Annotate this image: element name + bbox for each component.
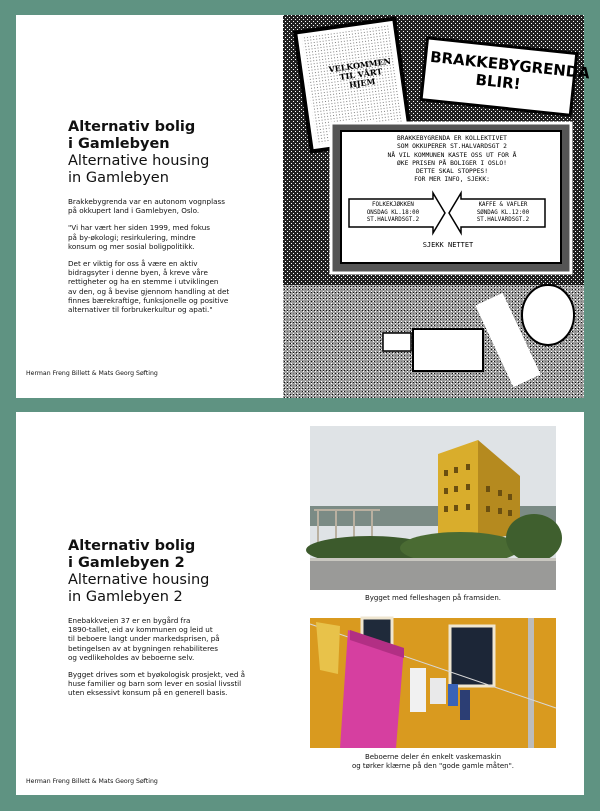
caption-top: Bygget med felleshagen på framsiden. bbox=[364, 594, 502, 602]
body-paragraph-3: Det er viktig for oss å være en aktiv bidragsyter i denne byen, å kreve våre rettigheter og ha en stemme i utviklingen av den, og å bevise gjennom handling at det finnes bærekraftige, funksjonelle og positive alternativer til forbrukerkultur og apati." bbox=[68, 259, 230, 315]
sign-main-text: BRAKKEBYGRENDA ER KOLLEKTIVET SOM OKKUPERER ST.HALVARDSGT 2 NÅ VIL KOMMUNEN KASTE OSS UT FOR Å ØKE PRISEN PÅ BOLIGER I OSLO! DETTE SKAL STOPPES! FOR MER INFO, SJEKK: bbox=[387, 135, 517, 184]
protest-sign-collage bbox=[283, 15, 591, 398]
body-paragraph-1: Brakkebygrenda var en autonom vognplass på okkupert land i Gamlebyen, Oslo. bbox=[68, 197, 225, 216]
author-credit: Herman Freng Billett & Mats Georg Søfting bbox=[26, 778, 158, 785]
page-spread-1 bbox=[16, 15, 591, 398]
building-garden-photo bbox=[310, 426, 556, 590]
welcome-sign-text: VELKOMMEN TIL VÅRT HJEM bbox=[327, 55, 392, 90]
caption-bottom: Beboerne deler én enkelt vaskemaskin og tørker klærne på den "gode gamle måten". bbox=[351, 753, 515, 770]
author-credit: Herman Freng Billett & Mats Georg Søfting bbox=[26, 370, 158, 377]
page-spread-2 bbox=[16, 412, 584, 795]
body-paragraph-2: Bygget drives som et byøkologisk prosjekt, ved å huse familier og barn som lever en sosial livsstil uten eksessivt konsum på en generell basis. bbox=[68, 670, 246, 698]
title-english: Alternative housing in Gamlebyen bbox=[68, 153, 210, 186]
title-norwegian: Alternativ bolig i Gamlebyen 2 bbox=[68, 538, 196, 571]
title-english: Alternative housing in Gamlebyen 2 bbox=[68, 572, 210, 605]
banner-text: BRAKKEBYGRENDA BLIR! bbox=[429, 47, 591, 94]
sign-arrow-left: FOLKEKJØKKEN ONSDAG KL.18:00 ST.HALVARDSGT.2 bbox=[366, 202, 420, 223]
laundry-photo bbox=[310, 618, 556, 748]
text-column bbox=[68, 119, 273, 322]
sign-net-text: SJEKK NETTET bbox=[422, 241, 474, 249]
title-norwegian: Alternativ bolig i Gamlebyen bbox=[68, 119, 196, 152]
body-paragraph-1: Enebakkveien 37 er en bygård fra 1890-tallet, eid av kommunen og leid ut til beboere langt under markedsprisen, på betingelsen av at bygningen rehabiliteres og vedlikeholdes av beboerne selv. bbox=[68, 616, 220, 662]
text-column bbox=[68, 538, 273, 706]
body-paragraph-2: "Vi har vært her siden 1999, med fokus på by-økologi; resirkulering, mindre konsum og mer sosial boligpolitikk. bbox=[68, 223, 210, 251]
sign-arrow-right: KAFFE & VAFLER SØNDAG KL.12:00 ST.HALVARDSGT.2 bbox=[476, 202, 530, 223]
